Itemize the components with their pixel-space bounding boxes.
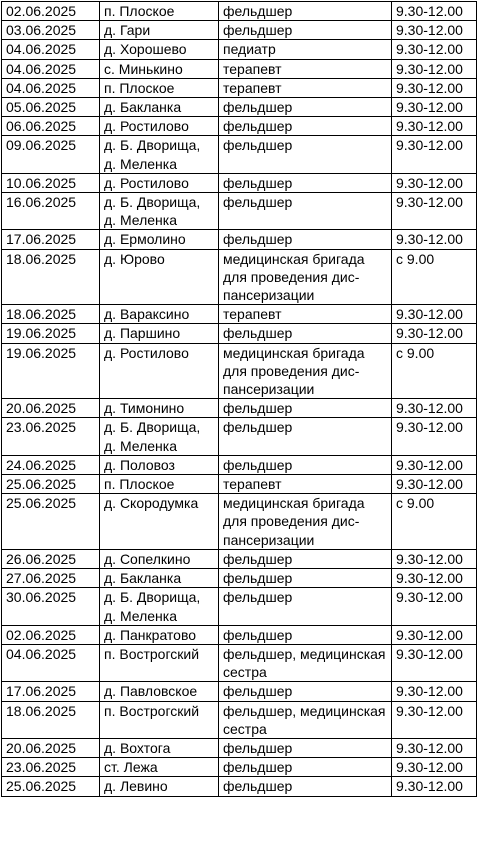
place-cell: д. Юрово (100, 249, 219, 305)
table-row (2, 40, 477, 59)
table-row (2, 494, 477, 550)
place-cell: д. Б. Дворища, д. Меленка (100, 136, 219, 173)
time-cell: 9.30-12.00 (392, 644, 477, 681)
date-cell: 04.06.2025 (2, 59, 100, 78)
date-cell: 04.06.2025 (2, 40, 100, 59)
table-row (2, 569, 477, 588)
specialist-cell: фельдшер (219, 117, 392, 136)
time-cell: 9.30-12.00 (392, 173, 477, 192)
place-cell: д. Вохтога (100, 738, 219, 757)
table-row (2, 343, 477, 399)
time-cell: 9.30-12.00 (392, 701, 477, 738)
specialist-cell: фельдшер (219, 549, 392, 568)
specialist-cell: фельдшер (219, 777, 392, 796)
specialist-cell: медицинская бригада для проведения диспансеризации (219, 249, 392, 305)
date-cell: 23.06.2025 (2, 418, 100, 455)
specialist-cell: фельдшер (219, 682, 392, 701)
table-row (2, 230, 477, 249)
date-cell: 05.06.2025 (2, 98, 100, 117)
table-row (2, 418, 477, 455)
place-cell: д. Сопелкино (100, 549, 219, 568)
place-cell: д. Ростилово (100, 343, 219, 399)
specialist-cell: фельдшер, медицинская сестра (219, 644, 392, 681)
date-cell: 24.06.2025 (2, 455, 100, 474)
date-cell: 18.06.2025 (2, 305, 100, 324)
time-cell: 9.30-12.00 (392, 455, 477, 474)
specialist-cell: фельдшер (219, 418, 392, 455)
time-cell: 9.30-12.00 (392, 475, 477, 494)
date-cell: 20.06.2025 (2, 399, 100, 418)
specialist-cell: фельдшер (219, 193, 392, 230)
place-cell: д. Ермолино (100, 230, 219, 249)
specialist-cell: фельдшер (219, 230, 392, 249)
time-cell: 9.30-12.00 (392, 98, 477, 117)
time-cell: 9.30-12.00 (392, 193, 477, 230)
specialist-cell: фельдшер (219, 2, 392, 21)
place-cell: д. Вараксино (100, 305, 219, 324)
date-cell: 18.06.2025 (2, 249, 100, 305)
time-cell: с 9.00 (392, 494, 477, 550)
date-cell: 17.06.2025 (2, 230, 100, 249)
place-cell: д. Левино (100, 777, 219, 796)
table-row (2, 777, 477, 796)
schedule-table (1, 1, 477, 797)
table-row (2, 78, 477, 97)
date-cell: 03.06.2025 (2, 21, 100, 40)
specialist-cell: фельдшер (219, 455, 392, 474)
table-row (2, 2, 477, 21)
place-cell: п. Плоское (100, 78, 219, 97)
table-row (2, 98, 477, 117)
time-cell: 9.30-12.00 (392, 136, 477, 173)
date-cell: 19.06.2025 (2, 343, 100, 399)
specialist-cell: фельдшер (219, 399, 392, 418)
place-cell: ст. Лежа (100, 758, 219, 777)
date-cell: 09.06.2025 (2, 136, 100, 173)
time-cell: 9.30-12.00 (392, 78, 477, 97)
time-cell: 9.30-12.00 (392, 59, 477, 78)
date-cell: 26.06.2025 (2, 549, 100, 568)
table-row (2, 644, 477, 681)
schedule-body (2, 2, 477, 797)
specialist-cell: медицинская бригада для проведения диспансеризации (219, 494, 392, 550)
specialist-cell: терапевт (219, 59, 392, 78)
time-cell: 9.30-12.00 (392, 40, 477, 59)
place-cell: д. Бакланка (100, 569, 219, 588)
date-cell: 19.06.2025 (2, 324, 100, 343)
date-cell: 06.06.2025 (2, 117, 100, 136)
time-cell: 9.30-12.00 (392, 549, 477, 568)
place-cell: с. Минькино (100, 59, 219, 78)
place-cell: д. Паршино (100, 324, 219, 343)
specialist-cell: терапевт (219, 475, 392, 494)
place-cell: д. Панкратово (100, 625, 219, 644)
time-cell: 9.30-12.00 (392, 21, 477, 40)
specialist-cell: фельдшер (219, 136, 392, 173)
table-row (2, 625, 477, 644)
date-cell: 17.06.2025 (2, 682, 100, 701)
specialist-cell: фельдшер (219, 758, 392, 777)
table-row (2, 59, 477, 78)
date-cell: 25.06.2025 (2, 777, 100, 796)
time-cell: 9.30-12.00 (392, 625, 477, 644)
table-row (2, 738, 477, 757)
date-cell: 04.06.2025 (2, 644, 100, 681)
specialist-cell: медицинская бригада для проведения диспансеризации (219, 343, 392, 399)
table-row (2, 249, 477, 305)
place-cell: п. Плоское (100, 2, 219, 21)
specialist-cell: фельдшер, медицинская сестра (219, 701, 392, 738)
date-cell: 10.06.2025 (2, 173, 100, 192)
table-row (2, 475, 477, 494)
time-cell: 9.30-12.00 (392, 569, 477, 588)
time-cell: с 9.00 (392, 343, 477, 399)
place-cell: д. Скородумка (100, 494, 219, 550)
specialist-cell: фельдшер (219, 569, 392, 588)
time-cell: 9.30-12.00 (392, 418, 477, 455)
table-row (2, 193, 477, 230)
table-row (2, 399, 477, 418)
time-cell: 9.30-12.00 (392, 758, 477, 777)
table-row (2, 701, 477, 738)
table-row (2, 455, 477, 474)
date-cell: 25.06.2025 (2, 475, 100, 494)
time-cell: 9.30-12.00 (392, 777, 477, 796)
time-cell: 9.30-12.00 (392, 399, 477, 418)
table-row (2, 173, 477, 192)
table-row (2, 305, 477, 324)
date-cell: 16.06.2025 (2, 193, 100, 230)
time-cell: 9.30-12.00 (392, 588, 477, 625)
date-cell: 02.06.2025 (2, 2, 100, 21)
place-cell: п. Вострогский (100, 701, 219, 738)
specialist-cell: фельдшер (219, 173, 392, 192)
table-row (2, 21, 477, 40)
table-row (2, 588, 477, 625)
place-cell: п. Плоское (100, 475, 219, 494)
place-cell: п. Вострогский (100, 644, 219, 681)
date-cell: 02.06.2025 (2, 625, 100, 644)
table-row (2, 324, 477, 343)
place-cell: д. Павловское (100, 682, 219, 701)
date-cell: 25.06.2025 (2, 494, 100, 550)
time-cell: 9.30-12.00 (392, 2, 477, 21)
place-cell: д. Б. Дворища, д. Меленка (100, 418, 219, 455)
date-cell: 23.06.2025 (2, 758, 100, 777)
specialist-cell: педиатр (219, 40, 392, 59)
specialist-cell: фельдшер (219, 738, 392, 757)
specialist-cell: фельдшер (219, 98, 392, 117)
date-cell: 20.06.2025 (2, 738, 100, 757)
place-cell: д. Гари (100, 21, 219, 40)
time-cell: 9.30-12.00 (392, 305, 477, 324)
place-cell: д. Б. Дворища, д. Меленка (100, 193, 219, 230)
time-cell: 9.30-12.00 (392, 738, 477, 757)
place-cell: д. Б. Дворища, д. Меленка (100, 588, 219, 625)
time-cell: с 9.00 (392, 249, 477, 305)
table-row (2, 758, 477, 777)
table-row (2, 117, 477, 136)
date-cell: 30.06.2025 (2, 588, 100, 625)
time-cell: 9.30-12.00 (392, 324, 477, 343)
place-cell: д. Тимонино (100, 399, 219, 418)
table-row (2, 549, 477, 568)
place-cell: д. Ростилово (100, 173, 219, 192)
date-cell: 04.06.2025 (2, 78, 100, 97)
place-cell: д. Половоз (100, 455, 219, 474)
place-cell: д. Хорошево (100, 40, 219, 59)
specialist-cell: фельдшер (219, 21, 392, 40)
specialist-cell: терапевт (219, 78, 392, 97)
table-row (2, 682, 477, 701)
specialist-cell: фельдшер (219, 324, 392, 343)
specialist-cell: фельдшер (219, 588, 392, 625)
time-cell: 9.30-12.00 (392, 682, 477, 701)
specialist-cell: терапевт (219, 305, 392, 324)
time-cell: 9.30-12.00 (392, 117, 477, 136)
date-cell: 18.06.2025 (2, 701, 100, 738)
time-cell: 9.30-12.00 (392, 230, 477, 249)
table-row (2, 136, 477, 173)
place-cell: д. Бакланка (100, 98, 219, 117)
place-cell: д. Ростилово (100, 117, 219, 136)
date-cell: 27.06.2025 (2, 569, 100, 588)
specialist-cell: фельдшер (219, 625, 392, 644)
